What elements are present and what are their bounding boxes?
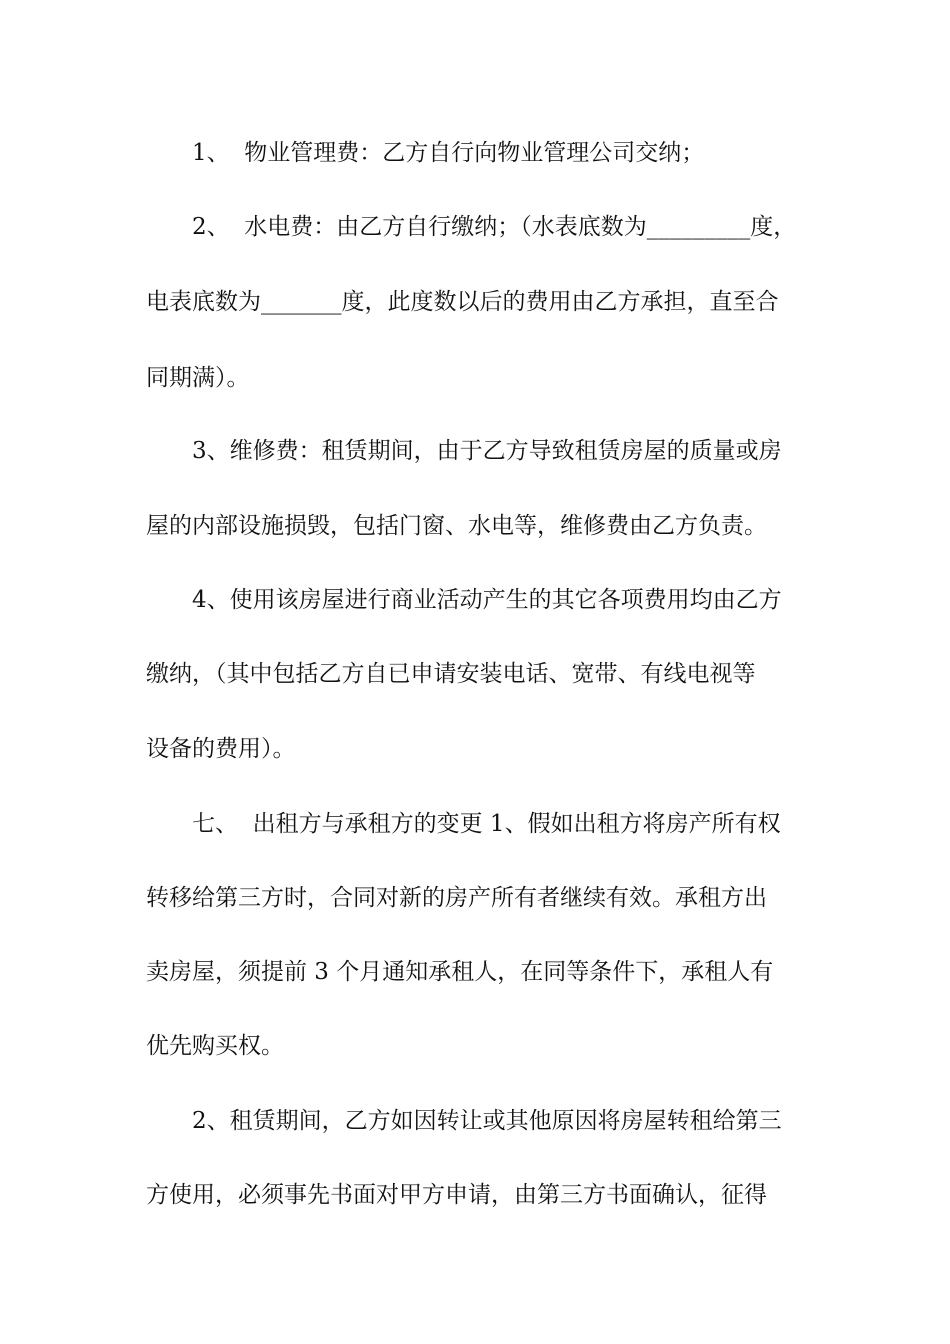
text-line-2 <box>192 207 872 247</box>
line-text: 2、 水电费：由乙方自行缴纳；（水表底数为_________度， <box>192 214 797 240</box>
text-line-3 <box>146 282 826 322</box>
text-line-13 <box>146 1026 826 1066</box>
line-text: 七、 出租方与承租方的变更 1、假如出租方将房产所有权 <box>192 811 781 837</box>
line-text: 设备的费用）。 <box>146 736 296 762</box>
text-line-4 <box>146 358 826 398</box>
text-line-15 <box>146 1175 826 1215</box>
line-text: 1、 物业管理费：乙方自行向物业管理公司交纳； <box>192 140 705 166</box>
line-text: 卖房屋，须提前 3 个月通知承租人，在同等条件下，承租人有 <box>146 959 774 985</box>
text-line-1 <box>192 133 872 173</box>
line-text: 转移给第三方时，合同对新的房产所有者继续有效。承租方出 <box>146 885 767 911</box>
text-line-12 <box>146 952 826 992</box>
text-line-8 <box>146 654 826 694</box>
text-line-7 <box>192 580 872 620</box>
line-text: 2、租赁期间，乙方如因转让或其他原因将房屋转租给第三 <box>192 1108 782 1134</box>
line-text: 屋的内部设施损毁，包括门窗、水电等，维修费由乙方负责。 <box>146 513 767 539</box>
line-text: 3、维修费：租赁期间，由于乙方导致租赁房屋的质量或房 <box>192 438 782 464</box>
text-line-14 <box>192 1101 872 1141</box>
line-text: 方使用，必须事先书面对甲方申请，由第三方书面确认，征得 <box>146 1182 767 1208</box>
text-line-5 <box>192 431 872 471</box>
line-text: 优先购买权。 <box>146 1033 284 1059</box>
line-text: 电表底数为_______度，此度数以后的费用由乙方承担，直至合 <box>146 289 779 315</box>
text-line-6 <box>146 506 826 546</box>
line-text: 同期满）。 <box>146 365 250 391</box>
text-line-10 <box>192 804 872 844</box>
text-line-11 <box>146 878 826 918</box>
text-line-9 <box>146 729 826 769</box>
line-text: 4、使用该房屋进行商业活动产生的其它各项费用均由乙方 <box>192 587 782 613</box>
line-text: 缴纳，（其中包括乙方自已申请安装电话、宽带、有线电视等 <box>146 661 756 687</box>
